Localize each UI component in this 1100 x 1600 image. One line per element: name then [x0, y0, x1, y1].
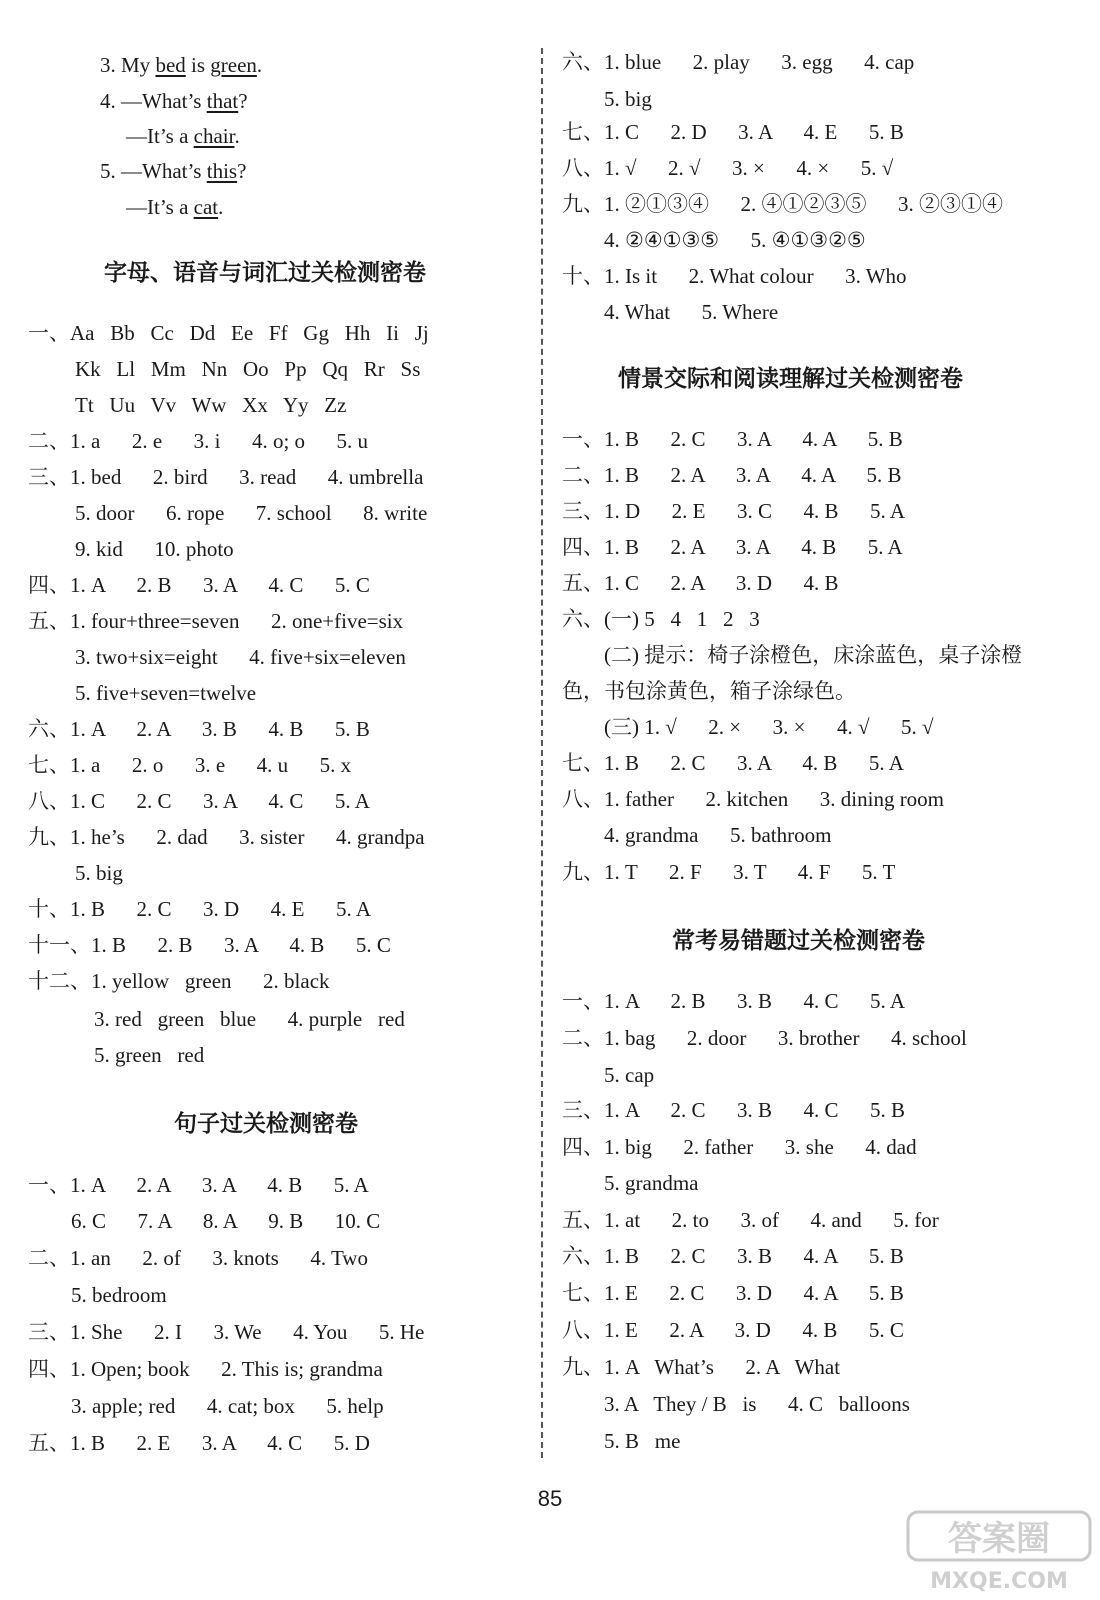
- text: —It’s a: [126, 124, 194, 148]
- answer-line: 九、1. A What’s 2. A What: [562, 1355, 841, 1379]
- answer-line: 八、1. √ 2. √ 3. × 4. × 5. √: [562, 156, 894, 180]
- answer-line: 二、1. a 2. e 3. i 4. o; o 5. u: [28, 429, 369, 453]
- underlined-word: green: [210, 53, 257, 77]
- answer-line: 9. kid 10. photo: [75, 537, 234, 561]
- text: .: [256, 53, 263, 77]
- answer-line: 十一、1. B 2. B 3. A 4. B 5. C: [28, 933, 391, 957]
- text: 4. —What’s: [100, 89, 207, 113]
- answer-line: 四、1. B 2. A 3. A 4. B 5. A: [562, 535, 903, 559]
- sentence-4b: [126, 121, 240, 151]
- answer-line: 五、1. at 2. to 3. of 4. and 5. for: [562, 1208, 939, 1232]
- answer-line: 色，书包涂黄色，箱子涂绿色。: [562, 679, 856, 703]
- underlined-word: bed: [155, 53, 186, 77]
- answer-line: 十、1. B 2. C 3. D 4. E 5. A: [28, 897, 372, 921]
- answer-line: 5. bedroom: [71, 1283, 167, 1307]
- answer-line: 二、1. B 2. A 3. A 4. A 5. B: [562, 463, 902, 487]
- answer-line: 八、1. father 2. kitchen 3. dining room: [562, 787, 945, 811]
- answer-line: 六、1. B 2. C 3. B 4. A 5. B: [562, 1244, 904, 1268]
- answer-line: 六、1. blue 2. play 3. egg 4. cap: [562, 50, 915, 74]
- text: ?: [238, 89, 248, 113]
- answer-line: 五、1. C 2. A 3. D 4. B: [562, 571, 839, 595]
- answer-line: Kk Ll Mm Nn Oo Pp Qq Rr Ss: [75, 357, 421, 381]
- sentence-3: [100, 50, 262, 80]
- answer-line: 5. door 6. rope 7. school 8. write: [75, 501, 428, 525]
- answer-line: 七、1. E 2. C 3. D 4. A 5. B: [562, 1281, 904, 1305]
- answer-line: 七、1. C 2. D 3. A 4. E 5. B: [562, 120, 904, 144]
- answer-line: 四、1. A 2. B 3. A 4. C 5. C: [28, 573, 370, 597]
- column-divider: [541, 48, 543, 1458]
- sentence-4a: [100, 86, 248, 116]
- answer-line: 三、1. She 2. I 3. We 4. You 5. He: [28, 1320, 425, 1344]
- answer-line: 三、1. A 2. C 3. B 4. C 5. B: [562, 1098, 906, 1122]
- answer-line: 二、1. an 2. of 3. knots 4. Two: [28, 1246, 368, 1270]
- section-title-common-mistakes: 常考易错题过关检测密卷: [672, 928, 925, 954]
- answer-line: Tt Uu Vv Ww Xx Yy Zz: [75, 393, 347, 417]
- answer-line: 3. two+six=eight 4. five+six=eleven: [75, 645, 406, 669]
- answer-line: 十、1. Is it 2. What colour 3. Who: [562, 264, 907, 288]
- answer-line: 四、1. Open; book 2. This is; grandma: [28, 1357, 383, 1381]
- answer-line: 五、1. four+three=seven 2. one+five=six: [28, 609, 404, 633]
- page-number: 85: [537, 1486, 563, 1511]
- answer-line: 九、1. ②①③④ 2. ④①②③⑤ 3. ②③①④: [562, 192, 1003, 216]
- section-title-reading: 情景交际和阅读理解过关检测密卷: [618, 366, 963, 392]
- sentence-5b: [126, 192, 223, 222]
- answer-line: (二) 提示：椅子涂橙色，床涂蓝色，桌子涂橙: [604, 643, 1023, 667]
- answer-line: 3. A They / B is 4. C balloons: [604, 1392, 910, 1416]
- text: is: [185, 53, 211, 77]
- answer-line: 八、1. C 2. C 3. A 4. C 5. A: [28, 789, 370, 813]
- answer-line: 四、1. big 2. father 3. she 4. dad: [562, 1135, 917, 1159]
- answer-line: 三、1. D 2. E 3. C 4. B 5. A: [562, 499, 906, 523]
- answer-line: 五、1. B 2. E 3. A 4. C 5. D: [28, 1431, 370, 1455]
- text: 5. —What’s: [100, 159, 207, 183]
- answer-line: 六、(一) 5 4 1 2 3: [562, 607, 760, 631]
- answer-line: 七、1. a 2. o 3. e 4. u 5. x: [28, 753, 352, 777]
- answer-line: 5. big: [75, 861, 123, 885]
- answer-line: 4. ②④①③⑤ 5. ④①③②⑤: [604, 228, 866, 252]
- answer-line: 九、1. he’s 2. dad 3. sister 4. grandpa: [28, 825, 425, 849]
- text: .: [234, 124, 240, 148]
- answer-line: 5. grandma: [604, 1171, 699, 1195]
- answer-line: 5. B me: [604, 1429, 681, 1453]
- watermark-top-text: 答案圈: [948, 1519, 1050, 1559]
- underlined-word: cat: [193, 195, 219, 219]
- underlined-word: this: [206, 159, 238, 183]
- answer-line: 5. five+seven=twelve: [75, 681, 257, 705]
- answer-line: 5. green red: [94, 1043, 205, 1067]
- section-title-letters-vocab: 字母、语音与词汇过关检测密卷: [104, 260, 426, 286]
- watermark-bottom-text: MXQE.COM: [930, 1569, 1068, 1594]
- answer-line: 一、1. B 2. C 3. A 4. A 5. B: [562, 427, 903, 451]
- watermark-logo: [904, 1506, 1094, 1594]
- answer-line: 5. cap: [604, 1063, 655, 1087]
- underlined-word: that: [206, 89, 239, 113]
- answer-line: 5. big: [604, 87, 652, 111]
- answer-line: 七、1. B 2. C 3. A 4. B 5. A: [562, 751, 904, 775]
- text: —It’s a: [126, 195, 194, 219]
- answer-line: 十二、1. yellow green 2. black: [28, 969, 330, 993]
- answer-line: 3. apple; red 4. cat; box 5. help: [71, 1394, 384, 1418]
- answer-line: 三、1. bed 2. bird 3. read 4. umbrella: [28, 465, 424, 489]
- answer-line: 九、1. T 2. F 3. T 4. F 5. T: [562, 860, 896, 884]
- section-title-sentences: 句子过关检测密卷: [174, 1111, 358, 1137]
- answer-line: 八、1. E 2. A 3. D 4. B 5. C: [562, 1318, 904, 1342]
- sentence-5a: [100, 156, 246, 186]
- answer-line: 4. grandma 5. bathroom: [604, 823, 832, 847]
- answer-line: 6. C 7. A 8. A 9. B 10. C: [71, 1209, 381, 1233]
- answer-line: (三) 1. √ 2. × 3. × 4. √ 5. √: [604, 715, 934, 739]
- text: .: [218, 195, 224, 219]
- answer-line: 六、1. A 2. A 3. B 4. B 5. B: [28, 717, 370, 741]
- underlined-word: chair: [193, 124, 235, 148]
- answer-line: 二、1. bag 2. door 3. brother 4. school: [562, 1026, 967, 1050]
- answer-line: 4. What 5. Where: [604, 300, 779, 324]
- answer-line: 一、Aa Bb Cc Dd Ee Ff Gg Hh Ii Jj: [28, 321, 429, 345]
- text: 3. My: [100, 53, 156, 77]
- answer-line: 一、1. A 2. A 3. A 4. B 5. A: [28, 1173, 369, 1197]
- answer-line: 一、1. A 2. B 3. B 4. C 5. A: [562, 989, 906, 1013]
- text: ?: [237, 159, 247, 183]
- answer-line: 3. red green blue 4. purple red: [94, 1007, 405, 1031]
